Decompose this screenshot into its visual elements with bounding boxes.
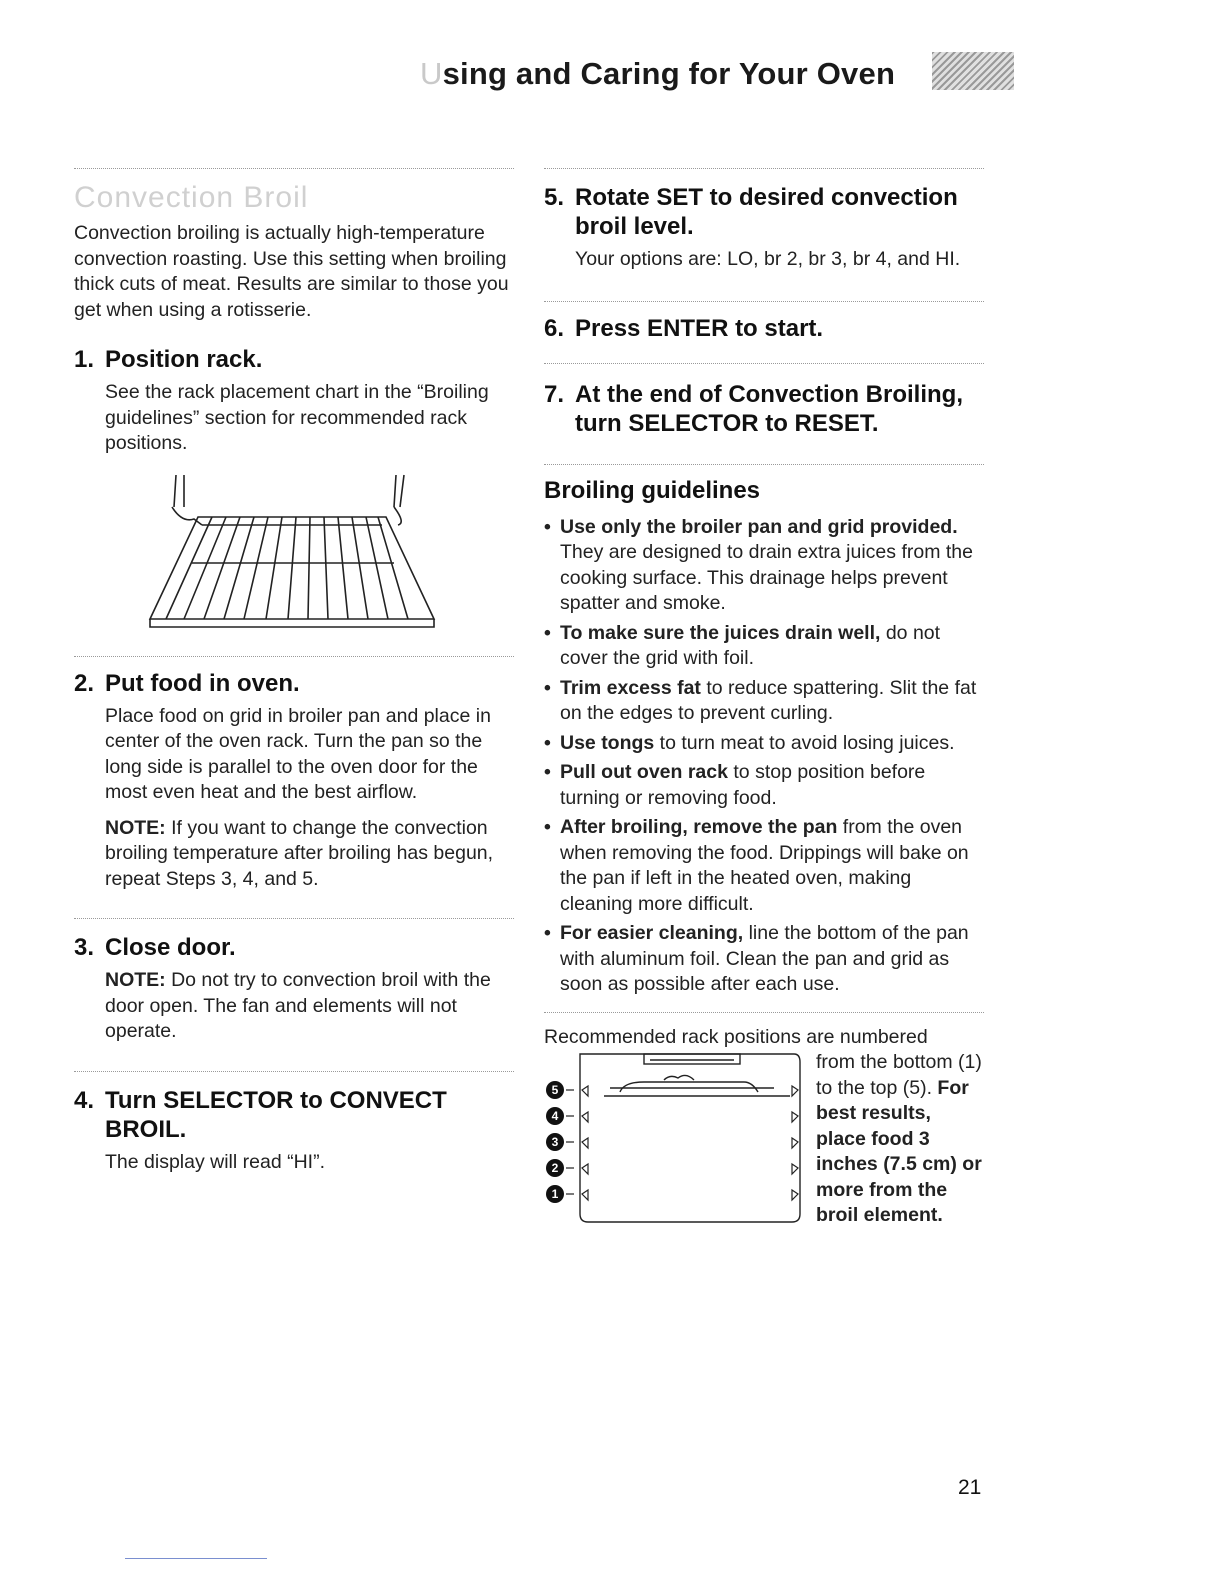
divider bbox=[544, 464, 984, 465]
page-header-title bbox=[420, 56, 895, 92]
rack-label-4: 4 bbox=[551, 1109, 559, 1123]
step-1-title bbox=[74, 345, 514, 374]
rack-text-bold: For best results, place food 3 inches (7.5 cm) or more from the broil element. bbox=[816, 1076, 982, 1226]
rack-label-1: 1 bbox=[551, 1187, 559, 1201]
list-item: • Use only the broiler pan and grid provided. They are designed to drain extra juices from the cooking surface. This drainage helps prevent spatter and smoke. bbox=[544, 515, 984, 617]
step-title-text: Put food in oven. bbox=[105, 669, 300, 697]
step-3-note bbox=[105, 968, 514, 1045]
divider bbox=[544, 363, 984, 364]
right-column bbox=[544, 168, 984, 1280]
divider bbox=[544, 168, 984, 169]
oven-rack-illustration bbox=[142, 467, 514, 648]
step-number: 3. bbox=[74, 934, 95, 961]
rack-text-normal: from the bottom (1) to the top (5). bbox=[816, 1051, 982, 1099]
step-number: 4. bbox=[74, 1086, 95, 1114]
header-title-rest: sing and Caring for Your Oven bbox=[442, 56, 896, 91]
divider bbox=[74, 1071, 514, 1072]
rack-label-2: 2 bbox=[551, 1161, 559, 1175]
step-3 bbox=[74, 933, 514, 1045]
step-title-text: Close door. bbox=[105, 934, 236, 961]
step-2-text: Place food on grid in broiler pan and place in center of the oven rack. Turn the pan so the long side is parallel to the oven door for the most even heat and the best airflow. bbox=[105, 704, 491, 803]
step-3-title bbox=[74, 933, 514, 962]
step-title-text: Turn SELECTOR to CONVECT BROIL. bbox=[105, 1086, 447, 1143]
rack-positions-intro: Recommended rack positions are numbered bbox=[544, 1025, 928, 1048]
left-column bbox=[74, 168, 514, 1175]
step-5-text: Your options are: LO, br 2, br 3, br 4, and HI. bbox=[575, 248, 961, 270]
note-label: NOTE: bbox=[105, 969, 166, 991]
page-header bbox=[420, 52, 1020, 112]
step-number: 5. bbox=[544, 184, 565, 211]
rack-label-5: 5 bbox=[551, 1083, 559, 1097]
header-title-prefix: U bbox=[420, 56, 443, 91]
rack-positions-figure bbox=[544, 1050, 984, 1280]
step-2 bbox=[74, 669, 514, 893]
rack-positions-text bbox=[816, 1050, 986, 1229]
note-text: If you want to change the convection broiling temperature after broiling has begun, repeat Steps 3, 4, and 5. bbox=[105, 816, 494, 890]
step-7 bbox=[544, 380, 984, 438]
list-item: • After broiling, remove the pan from the oven when removing the food. Drippings will bake on the pan if left in the heated oven, making cleaning more difficult. bbox=[544, 815, 984, 917]
step-6 bbox=[544, 314, 984, 343]
list-item: • Pull out oven rack to stop position before turning or removing food. bbox=[544, 760, 984, 811]
step-1 bbox=[74, 345, 514, 648]
rack-label-3: 3 bbox=[551, 1135, 559, 1149]
header-decoration bbox=[932, 52, 1014, 90]
divider bbox=[74, 918, 514, 919]
page-number: 21 bbox=[958, 1476, 982, 1499]
divider bbox=[74, 656, 514, 657]
step-title-text: Position rack. bbox=[105, 346, 263, 373]
divider bbox=[544, 1012, 984, 1013]
step-6-title bbox=[544, 314, 984, 343]
step-number: 6. bbox=[544, 314, 565, 342]
step-2-title bbox=[74, 669, 514, 698]
intro-paragraph: Convection broiling is actually high-temperature convection roasting. Use this setting when broiling thick cuts of meat. Results are similar to those you get when using a rotisserie. bbox=[74, 222, 509, 321]
list-item: • Trim excess fat to reduce spattering. Slit the fat on the edges to prevent curling. bbox=[544, 676, 984, 727]
step-title-text: Press ENTER to start. bbox=[575, 314, 824, 342]
divider bbox=[544, 301, 984, 302]
step-5 bbox=[544, 183, 984, 273]
step-number: 7. bbox=[544, 380, 565, 408]
step-number: 1. bbox=[74, 346, 95, 373]
oven-cavity-diagram bbox=[544, 1050, 812, 1232]
step-4-title bbox=[74, 1086, 514, 1144]
step-title-text: At the end of Convection Broiling, turn SELECTOR to RESET. bbox=[575, 380, 963, 437]
step-7-title bbox=[544, 380, 984, 438]
divider bbox=[74, 168, 514, 169]
note-text: Do not try to convection broil with the door open. The fan and elements will not operate. bbox=[105, 969, 491, 1042]
step-4-text: The display will read “HI”. bbox=[105, 1150, 325, 1173]
guidelines-heading: Broiling guidelines bbox=[544, 476, 761, 504]
step-4 bbox=[74, 1086, 514, 1176]
guidelines-list bbox=[544, 515, 984, 998]
step-5-title bbox=[544, 183, 984, 241]
list-item: • To make sure the juices drain well, do not cover the grid with foil. bbox=[544, 621, 984, 672]
step-number: 2. bbox=[74, 669, 95, 697]
step-1-text: See the rack placement chart in the “Broiling guidelines” section for recommended rack positions. bbox=[105, 381, 489, 454]
section-title: Convection Broil bbox=[74, 181, 309, 214]
step-2-note bbox=[105, 816, 514, 893]
note-label: NOTE: bbox=[105, 816, 166, 839]
footer-line bbox=[125, 1558, 267, 1559]
list-item: • For easier cleaning, line the bottom of the pan with aluminum foil. Clean the pan and grid as soon as possible after each use. bbox=[544, 921, 984, 998]
step-title-text: Rotate SET to desired convection broil level. bbox=[575, 184, 958, 240]
oven-rack-drawing bbox=[142, 467, 442, 643]
list-item: • Use tongs to turn meat to avoid losing juices. bbox=[544, 731, 984, 757]
